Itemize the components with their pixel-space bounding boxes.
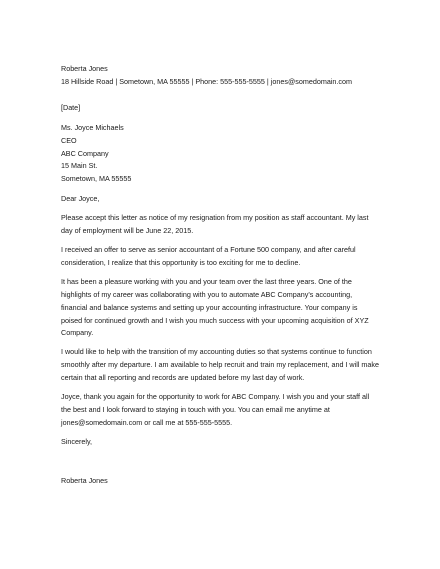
salutation-block <box>61 193 381 206</box>
sender-name: Roberta Jones <box>61 64 108 73</box>
paragraph-line: financial and balance systems and setting up your accounting infrastructure. Your company is <box>61 302 358 312</box>
recipient-name: Ms. Joyce Michaels <box>61 122 124 132</box>
recipient-city: Sometown, MA 55555 <box>61 174 132 184</box>
paragraph-line: highlights of my career was collaborating with you to automate ABC Company’s accounting, <box>61 289 353 299</box>
closing-block <box>61 436 381 449</box>
recipient-block <box>61 122 381 187</box>
body-paragraph-5 <box>61 391 381 430</box>
paragraph-line: the best and I look forward to staying in touch with you. You can email me anytime at <box>61 404 330 414</box>
paragraph-line: Joyce, thank you again for the opportunity to work for ABC Company. I wish you and your staff all <box>61 392 370 402</box>
recipient-company: ABC Company <box>61 148 109 158</box>
body-paragraph-4 <box>61 346 381 385</box>
date-block <box>61 102 381 115</box>
letter-date: [Date] <box>61 102 81 112</box>
body-paragraph-1 <box>61 212 381 238</box>
paragraph-line: I would like to help with the transition of my accounting duties so that systems continue to function <box>61 347 372 357</box>
paragraph-line: day of employment will be June 22, 2015. <box>61 226 194 236</box>
paragraph-line: certain that all reporting and records are updated before my last day of work. <box>61 373 305 383</box>
paragraph-line: It has been a pleasure working with you and your team over the last three years. One of the <box>61 276 352 286</box>
paragraph-line: Please accept this letter as notice of my resignation from my position as staff accountant. My last <box>61 213 369 223</box>
recipient-street: 15 Main St. <box>61 161 98 171</box>
body-paragraph-3 <box>61 276 381 341</box>
signature-block <box>61 475 381 488</box>
paragraph-line: jones@somedomain.com or call me at 555-555-5555. <box>61 417 233 427</box>
closing: Sincerely, <box>61 436 93 446</box>
paragraph-line: consideration, I realize that this opportunity is too exciting for me to decline. <box>61 257 301 267</box>
resignation-letter <box>61 63 381 488</box>
sender-block <box>61 63 381 89</box>
salutation: Dear Joyce, <box>61 194 100 204</box>
paragraph-line: Company. <box>61 328 94 338</box>
recipient-title: CEO <box>61 135 77 145</box>
paragraph-line: poised for continued growth and I wish you much success with your upcoming acquisition of XYZ <box>61 315 369 325</box>
paragraph-line: I received an offer to serve as senior accountant of a Fortune 500 company, and after careful <box>61 244 356 254</box>
paragraph-line: smoothly after my departure. I am available to help recruit and train my replacement, and I will make <box>61 360 379 370</box>
sender-contact: 18 Hillside Road | Sometown, MA 55555 | Phone: 555-555-5555 | jones@somedomain.com <box>61 76 352 86</box>
body-paragraph-2 <box>61 244 381 270</box>
signature-name: Roberta Jones <box>61 475 108 485</box>
